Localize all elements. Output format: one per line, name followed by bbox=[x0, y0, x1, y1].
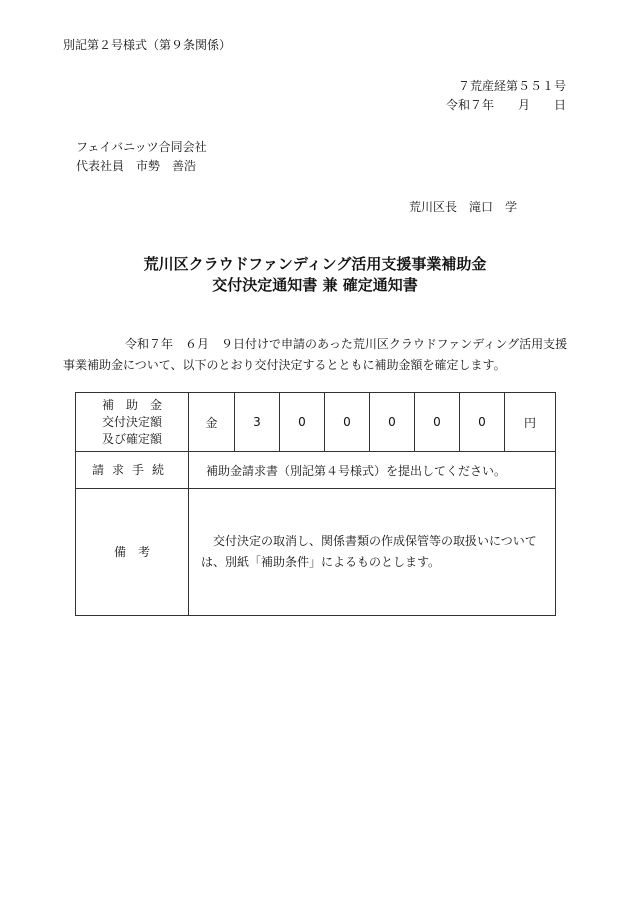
claim-text: 補助金請求書（別記第４号様式）を提出してください。 bbox=[189, 452, 556, 489]
body-paragraph bbox=[63, 334, 568, 376]
amount-label bbox=[76, 393, 189, 452]
document-number: ７荒産経第５５１号 bbox=[457, 79, 566, 93]
amount-digit: 0 bbox=[280, 393, 325, 452]
remarks-label: 備 考 bbox=[76, 489, 189, 616]
document-date: 令和７年 月 日 bbox=[445, 98, 566, 112]
amount-digit: 0 bbox=[325, 393, 370, 452]
form-identifier: 別記第２号様式（第９条関係） bbox=[63, 38, 232, 52]
recipient-company: フェイバニッツ合同会社 bbox=[76, 140, 207, 154]
amount-label-line3: 及び確定額 bbox=[101, 431, 162, 446]
remarks-cell bbox=[189, 489, 556, 616]
document-title-line2: 交付決定通知書 兼 確定通知書 bbox=[212, 276, 418, 294]
issuer-name: 荒川区長 滝口 学 bbox=[408, 200, 517, 214]
amount-digit: 0 bbox=[415, 393, 460, 452]
body-text: 令和７年 ６月 ９日付けで申請のあった荒川区クラウドファンディング活用支援事業補助金について、以下のとおり交付決定するとともに補助金額を確定します。 bbox=[63, 337, 568, 372]
remarks-row bbox=[76, 489, 556, 616]
claim-row bbox=[76, 452, 556, 489]
amount-suffix: 円 bbox=[505, 393, 556, 452]
amount-digit: 0 bbox=[370, 393, 415, 452]
grant-table bbox=[75, 392, 556, 616]
amount-label-line2: 交付決定額 bbox=[101, 414, 162, 429]
document-title-line1: 荒川区クラウドファンディング活用支援事業補助金 bbox=[143, 255, 487, 273]
recipient-representative: 代表社員 市勢 善浩 bbox=[76, 159, 197, 173]
amount-digit: 3 bbox=[235, 393, 280, 452]
claim-label: 請求手続 bbox=[76, 452, 189, 489]
amount-label-line1: 補 助 金 bbox=[101, 397, 162, 412]
remarks-text: 交付決定の取消し、関係書類の作成保管等の取扱いについては、別紙「補助条件」によるものとします。 bbox=[201, 534, 537, 569]
amount-prefix: 金 bbox=[189, 393, 235, 452]
amount-row bbox=[76, 393, 556, 452]
amount-digit: 0 bbox=[460, 393, 505, 452]
